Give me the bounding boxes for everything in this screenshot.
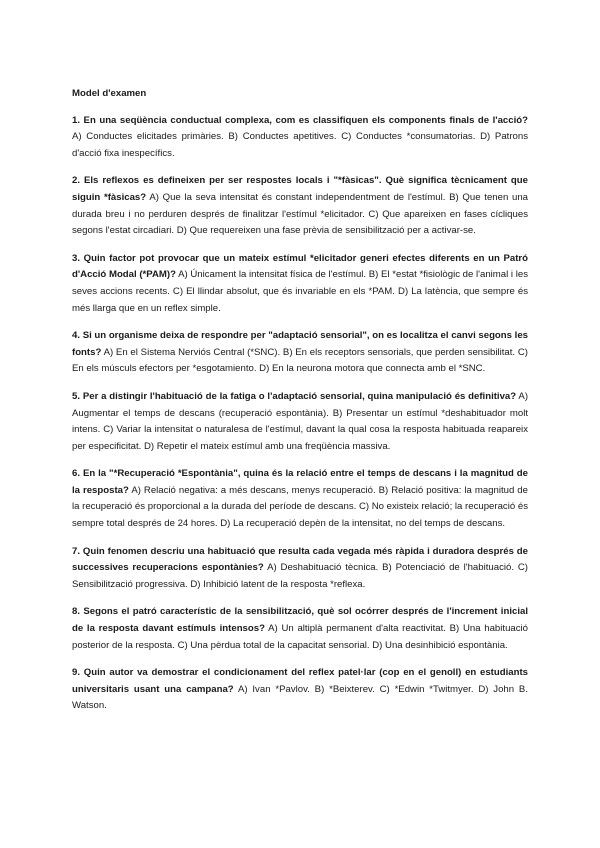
question-options: A) Únicament la intensitat física de l'estímul. B) El *estat *fisiològic de l'animal i les seves accions recents. C) El llindar absolut, que és invariable en els *PAM. D) La latència, que sempre és més llarga que en un reflex simple. xyxy=(72,269,529,314)
question-9 xyxy=(72,665,528,715)
question-options: A) Augmentar el temps de descans (recuperació espontània). B) Presentar un estímul *deshabituador molt intens. C) Variar la intensitat o naturalesa de l'estímul, davant la qual cosa la resposta habituada reapareix per especificitat. D) Repetir el mateix estímul amb una freqüència massiva. xyxy=(72,390,529,452)
question-stem: Segons el patró característic de la sensibilització, què sol ocórrer després de l'increment inicial de la resposta davant estímuls intensos? xyxy=(72,606,528,635)
question-8 xyxy=(72,604,528,654)
question-options: A) En el Sistema Nerviós Central (*SNC). B) En els receptors sensorials, que perden sensibilitat. C) En els músculs efectors per *esgotamiento. D) En la neurona motora que connecta amb el *SNC. xyxy=(72,346,528,375)
question-stem: Quin fenomen descriu una habituació que resulta cada vegada més ràpida i duradora després de successives recuperacions espontànies? xyxy=(72,545,528,574)
question-stem: Quin autor va demostrar el condicionament del reflex patel·lar (cop en el genoll) en estudiants universitaris usant una campana? xyxy=(72,667,528,695)
document-title: Model d'examen xyxy=(72,88,147,99)
question-1 xyxy=(72,113,528,163)
question-number: 7. xyxy=(72,545,81,557)
question-stem: Per a distingir l'habituació de la fatiga o l'adaptació sensorial, quina manipulació és definitiva? xyxy=(82,390,517,402)
question-stem: Els reflexos es defineixen per ser respostes locals i "*fàsicas". Què significa tècnicament que siguin *fàsicas? xyxy=(72,175,528,203)
question-number: 3. xyxy=(72,252,81,264)
question-number: 9. xyxy=(72,667,81,679)
question-number: 1. xyxy=(72,114,81,126)
question-stem: En una seqüència conductual complexa, com es classifiquen els components finals de l'acció? xyxy=(83,114,528,126)
question-7 xyxy=(72,544,528,594)
question-options: A) Conductes elicitades primàries. B) Conductes apetitives. C) Conductes *consumatorias. D) Patrons d'acció fixa inespecífics. xyxy=(72,131,528,159)
question-stem: Quin factor pot provocar que un mateix estímul *elicitador generi efectes diferents en un Patró d'Acció Modal (*PAM)? xyxy=(72,252,528,281)
question-options: A) Relació negativa: a més descans, menys recuperació. B) Relació positiva: la magnitud de la recuperació és proporcional a la durada del període de descans. C) No existeix relació; la recuperació és sempre total després de 24 hores. D) La recuperació depèn de la intensitat, no del temps de descans. xyxy=(72,484,528,530)
question-options: A) Ivan *Pavlov. B) *Beixterev. C) *Edwin *Twitmyer. D) John B. Watson. xyxy=(72,683,528,712)
question-options: A) Deshabituació tècnica. B) Potenciació de l'habituació. C) Sensibilització progressiva. D) Inhibició latent de la resposta *reflexa. xyxy=(72,562,529,590)
question-number: 5. xyxy=(72,390,81,402)
question-3 xyxy=(72,251,528,317)
question-options: A) Un altiplà permanent d'alta reactivitat. B) Una habituació posterior de la resposta. C) Una pèrdua total de la capacitat sensorial. D) Una desinhibició espontània. xyxy=(72,623,529,651)
question-4 xyxy=(72,328,528,378)
question-6 xyxy=(72,466,528,532)
question-5 xyxy=(72,389,528,455)
question-number: 6. xyxy=(72,468,81,480)
question-number: 4. xyxy=(72,330,81,342)
question-options: A) Que la seva intensitat és constant independentment de l'estímul. B) Que tenen una durada breu i no perduren després de finalitzar l'estímul *elicitador. C) Que apareixen en fases cícliques segons l'estat circadiari. D) Que requereixen una fase prèvia de sensibilització per a activar-se. xyxy=(72,191,529,237)
question-stem: Si un organisme deixa de respondre per "adaptació sensorial", on es localitza el canvi segons les fonts? xyxy=(72,330,528,358)
question-2 xyxy=(72,173,528,239)
question-stem: En la "*Recuperació *Espontània", quina és la relació entre el temps de descans i la magnitud de la resposta? xyxy=(72,468,528,496)
question-number: 2. xyxy=(72,175,81,187)
question-number: 8. xyxy=(72,606,81,618)
